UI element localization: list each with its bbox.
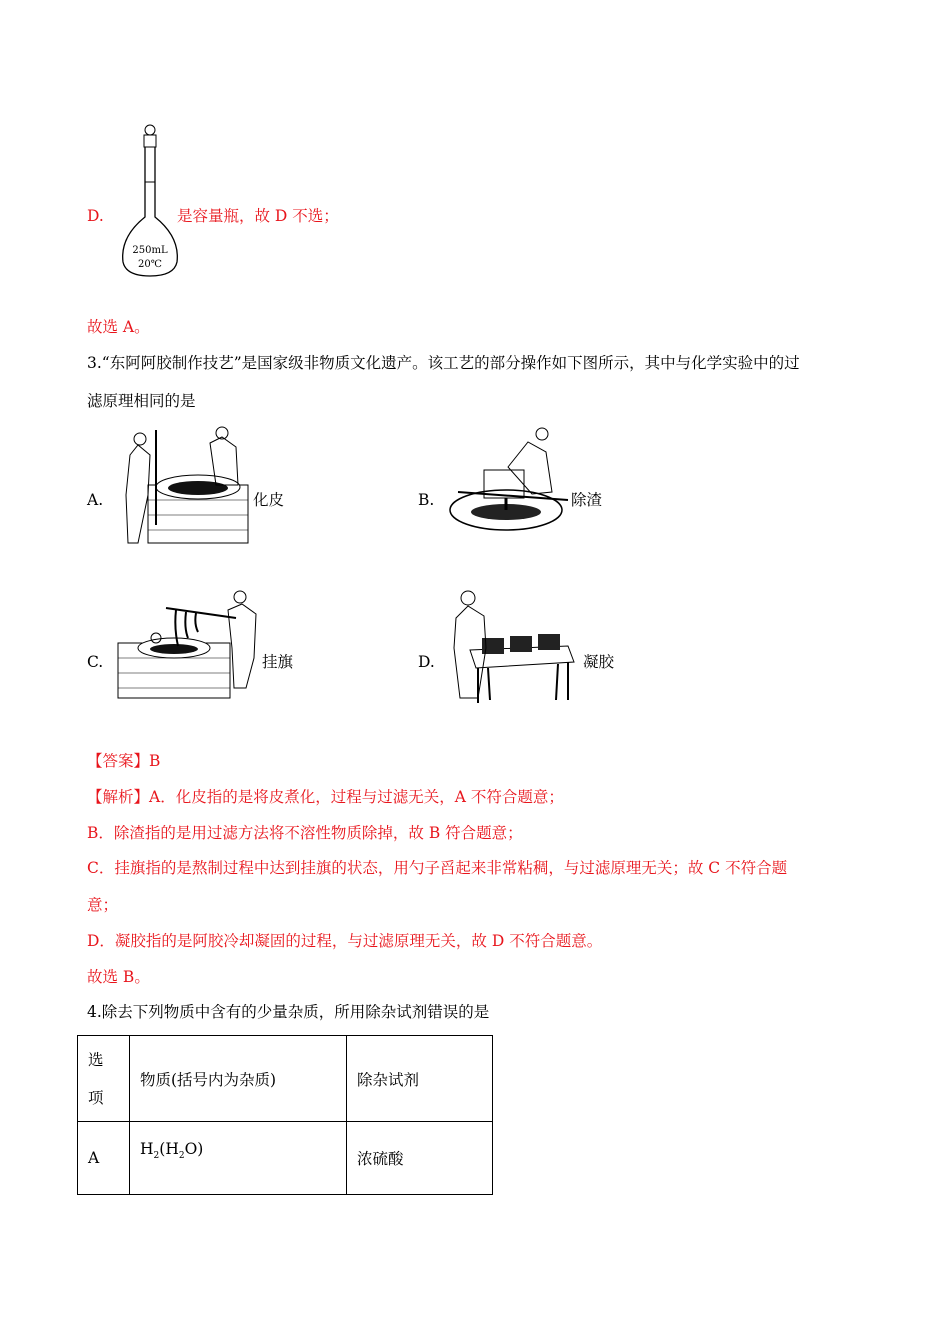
table-row	[78, 1122, 493, 1195]
option-c-letter: C.	[87, 653, 104, 671]
q3-stem-line1: 3.“东阿阿胶制作技艺”是国家级非物质文化遗产。该工艺的部分操作如下图所示，其中与化学实验中的过	[87, 354, 800, 372]
option-b-image	[448, 422, 570, 544]
q3-analysis-c-cont: 意；	[87, 896, 119, 914]
q3-conclusion: 故选 B。	[87, 968, 150, 986]
q4-stem: 4.除去下列物质中含有的少量杂质，所用除杂试剂错误的是	[87, 1003, 490, 1021]
prev-conclusion: 故选 A。	[87, 318, 150, 336]
option-d-text: 是容量瓶，故 D 不选；	[177, 207, 339, 225]
option-a-letter: A.	[87, 491, 104, 509]
volumetric-flask-image	[118, 122, 182, 280]
formula-sub1: 2	[153, 1151, 160, 1162]
option-b-letter: B.	[418, 491, 435, 509]
cell-option: A	[78, 1122, 130, 1195]
flask-temp-text: 20℃	[138, 259, 162, 270]
option-a-image	[118, 425, 250, 545]
q3-analysis-b: B．除渣指的是用过滤方法将不溶性物质除掉，故 B 符合题意；	[87, 824, 523, 842]
option-d-label: D.	[87, 207, 104, 225]
option-d-caption: 凝胶	[583, 653, 615, 671]
formula-paren-open: (H	[159, 1140, 179, 1158]
table-header-row	[78, 1036, 493, 1122]
q4-table	[77, 1035, 493, 1195]
option-c-caption: 挂旗	[262, 653, 294, 671]
header-option	[78, 1036, 130, 1122]
formula-main: H	[140, 1140, 154, 1158]
option-d-image	[448, 588, 580, 706]
header-option-line2: 项	[88, 1088, 104, 1107]
option-c-image	[116, 588, 262, 700]
q3-stem-line2: 滤原理相同的是	[87, 392, 196, 410]
q3-analysis-d: D．凝胶指的是阿胶冷却凝固的过程，与过滤原理无关，故 D 不符合题意。	[87, 932, 603, 950]
q3-answer: 【答案】B	[87, 752, 161, 770]
flask-volume-text: 250mL	[132, 245, 168, 256]
option-d-letter: D.	[418, 653, 435, 671]
header-substance: 物质(括号内为杂质)	[130, 1036, 347, 1122]
header-reagent: 除杂试剂	[347, 1036, 493, 1122]
formula-paren-close: O)	[184, 1140, 204, 1158]
option-a-caption: 化皮	[253, 491, 285, 509]
cell-reagent: 浓硫酸	[347, 1122, 493, 1195]
header-option-line1: 选	[88, 1050, 104, 1069]
q3-analysis-c: C．挂旗指的是熬制过程中达到挂旗的状态，用勺子舀起来非常粘稠，与过滤原理无关；故 C 不符合题	[87, 859, 788, 877]
formula-sub2: 2	[178, 1151, 185, 1162]
cell-substance	[130, 1122, 347, 1195]
q3-analysis-a: 【解析】A．化皮指的是将皮煮化，过程与过滤无关，A 不符合题意；	[87, 788, 564, 806]
option-b-caption: 除渣	[571, 491, 603, 509]
